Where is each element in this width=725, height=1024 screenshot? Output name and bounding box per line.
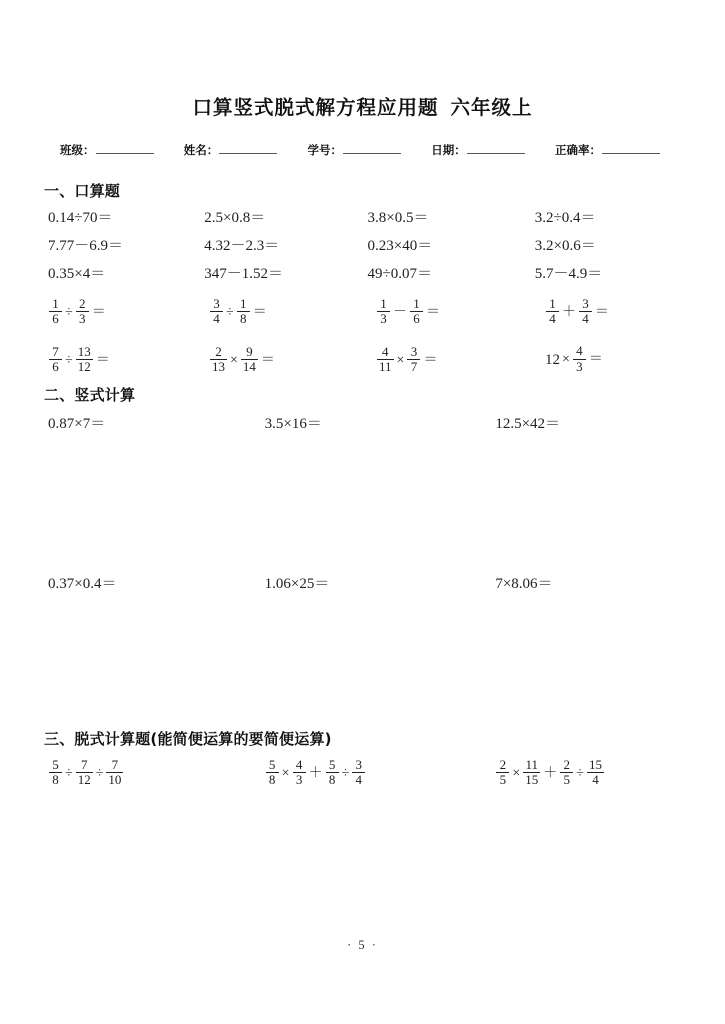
fraction-denominator: 10	[108, 772, 122, 788]
fraction	[579, 297, 592, 326]
fraction-numerator: 3	[582, 295, 589, 311]
oral-problem: 3.8×0.5＝	[367, 209, 429, 226]
vertical-calculation-problem: 0.87×7＝	[48, 416, 106, 432]
info-field-label: 日期：	[431, 143, 466, 157]
fraction-numerator: 2	[499, 757, 507, 772]
math-operator: ＝	[252, 304, 267, 320]
fraction-denominator: 7	[410, 359, 418, 374]
fraction-denominator: 14	[242, 359, 256, 374]
fraction-denominator: 4	[592, 772, 599, 788]
vertical-calculation-problem: 12.5×42＝	[495, 416, 561, 432]
math-expression	[376, 343, 439, 375]
problem-row	[44, 758, 684, 818]
fraction-numerator: 1	[413, 295, 420, 311]
fraction	[293, 758, 306, 787]
fraction-denominator: 8	[52, 772, 59, 788]
info-field	[184, 141, 278, 158]
oral-fraction-problem	[187, 297, 348, 327]
math-operator: ＋	[562, 304, 576, 320]
fraction	[407, 345, 420, 374]
oral-problem: 49÷0.07＝	[367, 265, 432, 282]
oral-problem: 347－1.52＝	[204, 265, 284, 282]
oral-problem: 3.2×0.6＝	[534, 237, 596, 254]
math-operator: ×	[512, 765, 521, 781]
fraction-numerator: 7	[52, 343, 59, 359]
oral-problem: 3.2÷0.4＝	[534, 209, 596, 226]
fraction-numerator: 1	[549, 295, 556, 311]
math-operator: ＋	[543, 765, 558, 781]
info-field-label: 班级：	[60, 143, 95, 157]
fraction-denominator: 6	[52, 359, 59, 374]
info-field-label: 姓名：	[183, 143, 219, 157]
section-heading-vertical: 二、竖式计算	[44, 386, 136, 404]
info-field-blank[interactable]	[467, 141, 525, 154]
info-field-label: 正确率：	[555, 143, 601, 157]
fraction-denominator: 8	[268, 772, 276, 788]
fraction-numerator: 11	[525, 757, 539, 772]
problem-row	[44, 202, 684, 230]
info-field-blank[interactable]	[219, 141, 277, 154]
math-operator: ＝	[588, 352, 603, 367]
oral-fraction-problems-grid	[44, 288, 684, 384]
math-operator: ＝	[423, 352, 438, 368]
fraction-numerator: 7	[80, 757, 88, 772]
math-expression	[545, 295, 611, 327]
fraction	[106, 758, 123, 787]
math-operator: ＝	[595, 304, 609, 320]
fraction-denominator: 5	[563, 772, 570, 788]
step-calculation-problem	[237, 758, 454, 788]
math-operator: ÷	[65, 765, 73, 781]
math-expression	[265, 759, 367, 788]
fraction	[49, 297, 62, 326]
math-number: 12	[545, 351, 560, 368]
fraction-denominator: 4	[549, 311, 556, 326]
fraction-denominator: 12	[77, 359, 91, 374]
fraction-numerator: 5	[52, 757, 59, 772]
oral-problem: 0.35×4＝	[48, 265, 106, 282]
oral-fraction-problem	[44, 297, 187, 327]
fraction	[210, 297, 223, 326]
math-operator: ÷	[226, 304, 234, 320]
vertical-calculation-problem: 3.5×16＝	[264, 416, 322, 432]
step-calculation-grid	[44, 758, 684, 818]
fraction-denominator: 4	[582, 311, 589, 326]
fraction-numerator: 7	[111, 757, 119, 772]
math-operator: ＋	[308, 765, 323, 781]
fraction	[496, 758, 509, 787]
math-operator: －	[393, 304, 407, 320]
fraction-denominator: 11	[379, 359, 392, 374]
math-operator: ＝	[91, 304, 106, 320]
fraction	[49, 758, 62, 787]
problem-row	[44, 572, 684, 732]
info-field-blank[interactable]	[602, 141, 660, 154]
math-operator: ÷	[65, 352, 73, 368]
fraction	[410, 297, 423, 326]
step-calculation-problem	[44, 758, 237, 788]
fraction	[546, 297, 559, 326]
fraction-denominator: 12	[77, 772, 91, 788]
math-expression	[48, 343, 112, 375]
math-operator: ×	[230, 352, 238, 368]
math-expression	[495, 759, 605, 788]
title-grade-text: 六年级上	[450, 96, 533, 119]
fraction	[523, 758, 540, 787]
fraction-denominator: 6	[413, 311, 420, 326]
fraction-denominator: 8	[328, 772, 336, 788]
problem-row	[44, 258, 684, 286]
math-expression	[48, 295, 108, 327]
fraction-denominator: 3	[78, 311, 86, 326]
fraction-numerator: 2	[78, 295, 86, 311]
math-operator: ＝	[260, 352, 275, 368]
fraction-numerator: 3	[213, 295, 220, 311]
oral-problem: 7.77－6.9＝	[48, 237, 124, 254]
oral-fraction-problem	[515, 297, 684, 327]
fraction-denominator: 4	[213, 311, 220, 326]
fraction	[352, 758, 365, 787]
info-field	[60, 141, 154, 158]
title-main-text: 口算竖式脱式解方程应用题	[192, 96, 439, 119]
oral-problem: 4.32－2.3＝	[204, 237, 280, 254]
fraction	[237, 297, 250, 326]
math-operator: ×	[562, 352, 570, 367]
math-operator: ÷	[65, 304, 73, 320]
problem-row	[44, 336, 684, 384]
math-operator: ÷	[95, 765, 104, 781]
oral-problem: 5.7－4.9＝	[534, 265, 603, 282]
math-operator: ＝	[95, 352, 110, 368]
oral-problems-grid	[44, 202, 684, 286]
fraction	[377, 297, 390, 326]
fraction	[76, 297, 89, 326]
fraction-numerator: 2	[215, 343, 222, 359]
math-expression	[209, 343, 277, 375]
fraction-numerator: 9	[246, 343, 253, 359]
fraction-denominator: 3	[295, 772, 303, 788]
fraction-numerator: 3	[355, 757, 363, 772]
oral-fraction-problem	[187, 345, 348, 375]
fraction	[241, 345, 258, 374]
oral-fraction-problem	[44, 345, 187, 375]
fraction-numerator: 3	[410, 343, 418, 359]
fraction-denominator: 4	[355, 772, 363, 788]
vertical-calculation-problem: 0.37×0.4＝	[48, 576, 117, 592]
fraction-denominator: 6	[52, 311, 59, 326]
oral-problem: 0.14÷70＝	[48, 209, 113, 226]
oral-fraction-problem	[515, 345, 684, 374]
fraction	[573, 344, 586, 373]
fraction-denominator: 3	[576, 358, 583, 374]
info-field	[431, 141, 525, 158]
fraction	[49, 345, 62, 374]
fraction-denominator: 15	[525, 772, 539, 788]
math-expression	[48, 759, 124, 788]
math-expression	[376, 295, 442, 327]
fraction	[266, 758, 279, 787]
page-title	[0, 92, 725, 120]
oral-fraction-problem	[348, 297, 515, 327]
problem-row	[44, 230, 684, 258]
problem-row	[44, 412, 684, 572]
math-expression	[545, 345, 605, 374]
fraction	[560, 758, 573, 787]
info-field	[308, 141, 402, 158]
vertical-calculation-problem: 1.06×25＝	[264, 576, 330, 592]
fraction-numerator: 5	[268, 757, 276, 772]
student-info-fields	[60, 141, 660, 158]
fraction	[326, 758, 339, 787]
info-field-blank[interactable]	[96, 141, 154, 154]
math-operator: ＝	[426, 304, 440, 320]
fraction	[76, 345, 93, 374]
fraction-numerator: 2	[563, 757, 570, 772]
fraction-denominator: 13	[212, 359, 225, 374]
section-heading-oral: 一、口算题	[44, 182, 121, 200]
info-field	[555, 141, 660, 158]
vertical-calculation-grid	[44, 412, 684, 732]
problem-row	[44, 288, 684, 336]
vertical-calculation-problem: 7×8.06＝	[495, 576, 553, 592]
fraction-denominator: 5	[499, 772, 507, 788]
fraction-numerator: 4	[576, 343, 583, 359]
math-operator: ÷	[576, 765, 584, 781]
fraction-denominator: 8	[239, 311, 247, 326]
fraction	[587, 758, 604, 787]
step-calculation-problem	[453, 758, 684, 788]
fraction-numerator: 4	[382, 343, 389, 359]
fraction	[377, 345, 394, 374]
oral-fraction-problem	[348, 345, 515, 375]
math-operator: ×	[396, 352, 405, 368]
info-field-blank[interactable]	[343, 141, 401, 154]
fraction-numerator: 1	[380, 295, 387, 311]
math-operator: ÷	[341, 765, 350, 781]
fraction-numerator: 1	[52, 295, 59, 311]
fraction	[76, 758, 93, 787]
fraction-numerator: 13	[77, 343, 91, 359]
fraction-numerator: 1	[239, 295, 247, 311]
section-heading-tuoshi: 三、脱式计算题(能简便运算的要简便运算)	[44, 730, 332, 748]
fraction-denominator: 3	[380, 311, 387, 326]
fraction-numerator: 4	[295, 757, 303, 772]
math-operator: ×	[281, 765, 290, 781]
fraction-numerator: 5	[328, 757, 336, 772]
page-number-footer: · 5 ·	[347, 938, 378, 952]
info-field-label: 学号：	[307, 143, 342, 157]
math-expression	[209, 295, 269, 327]
oral-problem: 2.5×0.8＝	[204, 209, 266, 226]
oral-problem: 0.23×40＝	[367, 237, 433, 254]
fraction-numerator: 15	[588, 757, 602, 772]
fraction	[210, 345, 227, 374]
